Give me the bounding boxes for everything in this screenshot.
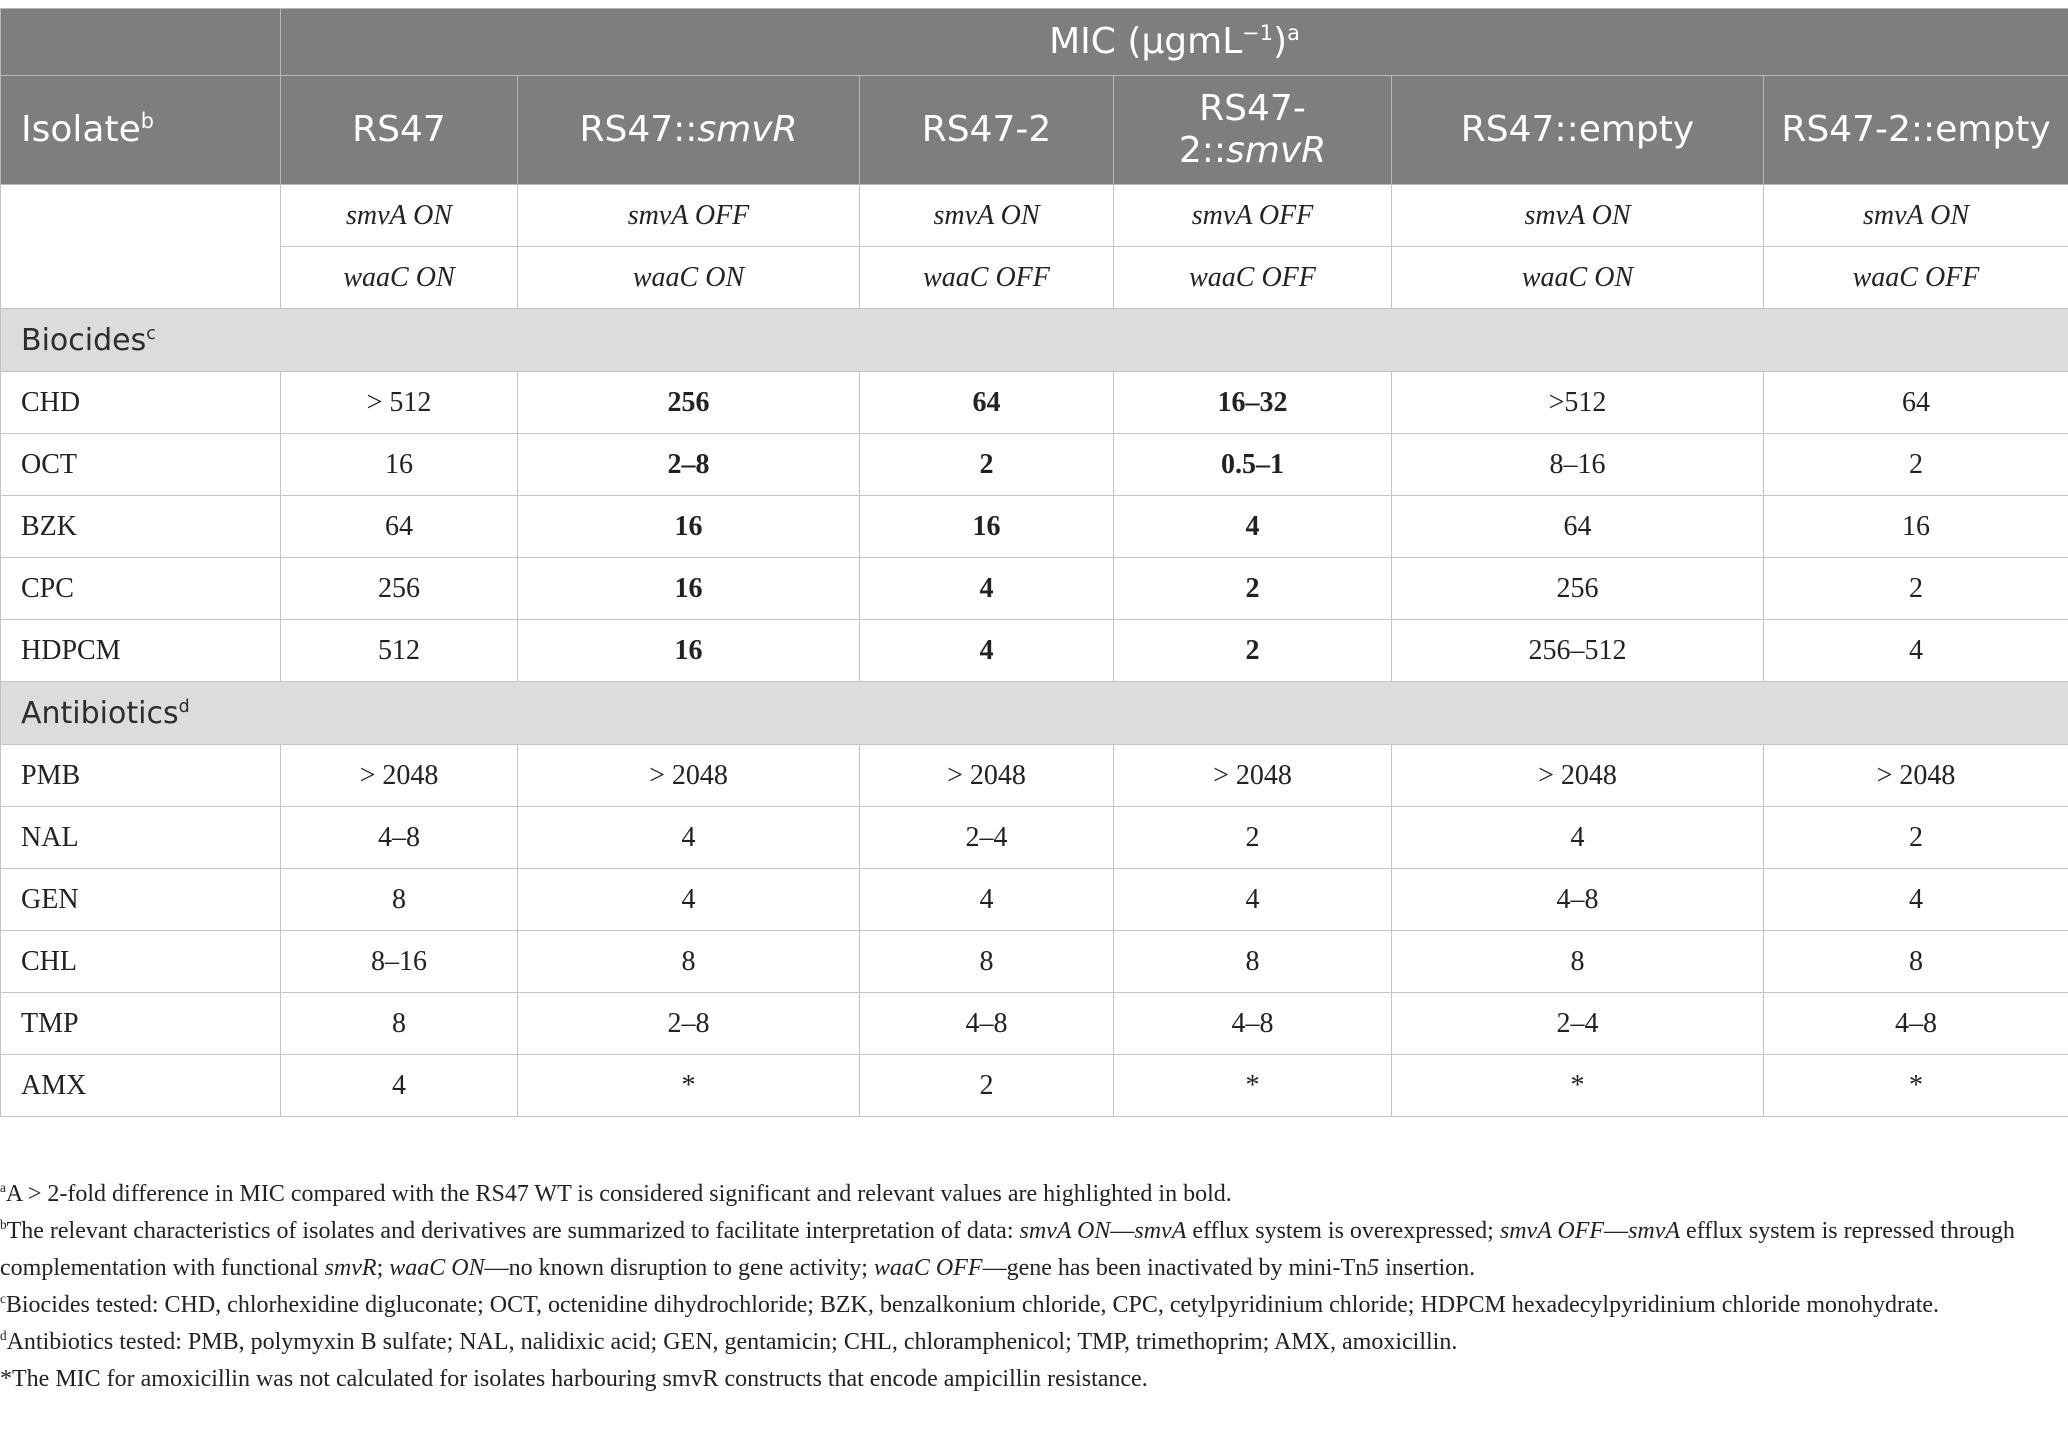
footnote-d: $^d$Antibiotics tested: PMB, polymyxin B sulfate; NAL, nalidixic acid; GEN, gentamicin; CHL, chloramphenicol; TMP, trimethoprim; AMX, amoxicillin.	[0, 1328, 1458, 1355]
mic-cell: 16	[518, 496, 860, 558]
isolate-header: Isolate$^b$	[1, 76, 281, 185]
mic-cell: > 2048	[281, 745, 518, 807]
mic-cell: > 2048	[518, 745, 860, 807]
mic-cell: 16	[281, 434, 518, 496]
mic-cell: 64	[1392, 496, 1764, 558]
mic-cell: 256–512	[1392, 620, 1764, 682]
mic-cell: 64	[281, 496, 518, 558]
mic-table	[0, 8, 2068, 1117]
mic-cell: 8	[1392, 931, 1764, 993]
footnote-star: *The MIC for amoxicillin was not calculated for isolates harbouring smvR constructs that encode ampicillin resistance.	[0, 1366, 1148, 1392]
char-cell: smvA ON	[1392, 185, 1764, 247]
mic-cell: 8	[1764, 931, 2068, 993]
row-label: TMP	[1, 993, 281, 1055]
table-row-hdpcm	[1, 620, 2068, 682]
mic-cell: 16	[518, 558, 860, 620]
mic-cell: 4	[860, 558, 1114, 620]
mic-cell: 2–8	[518, 434, 860, 496]
mic-cell: 4	[1764, 869, 2068, 931]
mic-cell: 512	[281, 620, 518, 682]
row-label: CHD	[1, 372, 281, 434]
char-cell: waaC OFF	[1764, 247, 2068, 309]
mic-cell: 2	[1764, 434, 2068, 496]
mic-cell: 4	[860, 869, 1114, 931]
mic-cell: > 2048	[1392, 745, 1764, 807]
row-label: PMB	[1, 745, 281, 807]
mic-cell: 256	[281, 558, 518, 620]
mic-cell: > 2048	[1764, 745, 2068, 807]
mic-cell: 2	[1114, 807, 1392, 869]
row-label: GEN	[1, 869, 281, 931]
mic-cell: 4	[518, 807, 860, 869]
section-row-antibiotics	[1, 682, 2068, 745]
footnotes	[0, 1176, 2060, 1398]
mic-cell: 16	[1764, 496, 2068, 558]
char-cell: smvA OFF	[1114, 185, 1392, 247]
mic-cell: 4	[1114, 496, 1392, 558]
mic-cell: 2	[860, 434, 1114, 496]
char-cell: waaC ON	[518, 247, 860, 309]
mic-cell: 4	[1114, 869, 1392, 931]
mic-cell: *	[1392, 1055, 1764, 1117]
col-header-rs47-2: RS47-2	[860, 76, 1114, 185]
table-row-cpc	[1, 558, 2068, 620]
col-header-rs47-empty: RS47::empty	[1392, 76, 1764, 185]
col-header-rs47-2-empty: RS47-2::empty	[1764, 76, 2068, 185]
mic-cell: *	[1764, 1055, 2068, 1117]
mic-cell: 4	[518, 869, 860, 931]
table-row-chl	[1, 931, 2068, 993]
characteristic-row-waac	[1, 247, 2068, 309]
table-row-tmp	[1, 993, 2068, 1055]
mic-cell: 4–8	[1114, 993, 1392, 1055]
table-row-gen	[1, 869, 2068, 931]
mic-cell: 0.5–1	[1114, 434, 1392, 496]
mic-cell: 2–4	[860, 807, 1114, 869]
mic-cell: > 512	[281, 372, 518, 434]
mic-cell: 2	[1114, 558, 1392, 620]
mic-cell: 8–16	[1392, 434, 1764, 496]
mic-cell: 4	[281, 1055, 518, 1117]
section-biocides: Biocides$^c$	[1, 309, 2068, 372]
mic-cell: 16	[860, 496, 1114, 558]
mic-cell: 2	[860, 1055, 1114, 1117]
mic-cell: 4–8	[860, 993, 1114, 1055]
mic-cell: > 2048	[860, 745, 1114, 807]
mic-cell: 8–16	[281, 931, 518, 993]
row-label: CHL	[1, 931, 281, 993]
char-cell: smvA OFF	[518, 185, 860, 247]
mic-cell: 64	[860, 372, 1114, 434]
characteristic-row-smva	[1, 185, 2068, 247]
mic-cell: >512	[1392, 372, 1764, 434]
mic-cell: 4–8	[281, 807, 518, 869]
row-label: NAL	[1, 807, 281, 869]
section-antibiotics: Antibiotics$^d$	[1, 682, 2068, 745]
header-row-isolates	[1, 76, 2068, 185]
mic-cell: 256	[1392, 558, 1764, 620]
header-row-mic	[1, 9, 2068, 76]
row-label: AMX	[1, 1055, 281, 1117]
mic-cell: 4	[1764, 620, 2068, 682]
mic-cell: 4–8	[1764, 993, 2068, 1055]
row-label: CPC	[1, 558, 281, 620]
mic-cell: 8	[1114, 931, 1392, 993]
row-label: HDPCM	[1, 620, 281, 682]
mic-cell: 2–4	[1392, 993, 1764, 1055]
mic-cell: 8	[281, 869, 518, 931]
col-header-rs47-smvr: RS47::smvR	[518, 76, 860, 185]
characteristics-label-cell	[1, 185, 281, 309]
table-row-pmb	[1, 745, 2068, 807]
mic-header: MIC $(\mu gmL^{-1})^a$	[281, 9, 2068, 76]
mic-cell: 2	[1764, 807, 2068, 869]
footnote-a: $^a$A > 2-fold difference in MIC compared with the RS47 WT is considered significant and relevant values are highlighted in bold.	[0, 1180, 1232, 1207]
mic-cell: 16–32	[1114, 372, 1392, 434]
mic-cell: 8	[281, 993, 518, 1055]
table-row-chd	[1, 372, 2068, 434]
table-row-nal	[1, 807, 2068, 869]
char-cell: waaC ON	[281, 247, 518, 309]
mic-cell: *	[518, 1055, 860, 1117]
row-label: OCT	[1, 434, 281, 496]
table-row-oct	[1, 434, 2068, 496]
mic-cell: 8	[860, 931, 1114, 993]
row-label: BZK	[1, 496, 281, 558]
footnote-c: $^c$Biocides tested: CHD, chlorhexidine digluconate; OCT, octenidine dihydrochloride; BZK, benzalkonium chloride, CPC, cetylpyridinium chloride; HDPCM hexadecylpyridinium chloride monohydrate.	[0, 1291, 1940, 1318]
header-corner-cell	[1, 9, 281, 76]
char-cell: waaC ON	[1392, 247, 1764, 309]
table-row-bzk	[1, 496, 2068, 558]
mic-cell: > 2048	[1114, 745, 1392, 807]
mic-cell: 2	[1114, 620, 1392, 682]
table-row-amx	[1, 1055, 2068, 1117]
char-cell: waaC OFF	[1114, 247, 1392, 309]
mic-cell: 4	[860, 620, 1114, 682]
char-cell: waaC OFF	[860, 247, 1114, 309]
mic-cell: 2	[1764, 558, 2068, 620]
char-cell: smvA ON	[860, 185, 1114, 247]
mic-cell: 4–8	[1392, 869, 1764, 931]
char-cell: smvA ON	[1764, 185, 2068, 247]
mic-cell: 8	[518, 931, 860, 993]
col-header-rs47: RS47	[281, 76, 518, 185]
mic-cell: 64	[1764, 372, 2068, 434]
footnote-b: $^b$The relevant characteristics of isolates and derivatives are summarized to facilitate interpretation of data: smvA ON—smvA efflux system is overexpressed; smvA OFF—smvA efflux system is repressed through complementation with functional smvR; waaC ON—no known disruption to gene activity; waaC OFF—gene has been inactivated by mini-Tn5 insertion.	[0, 1217, 2015, 1281]
mic-cell: *	[1114, 1055, 1392, 1117]
mic-cell: 2–8	[518, 993, 860, 1055]
mic-cell: 16	[518, 620, 860, 682]
mic-cell: 4	[1392, 807, 1764, 869]
section-row-biocides	[1, 309, 2068, 372]
col-header-rs47-2-smvr: RS47- 2::smvR	[1114, 76, 1392, 185]
mic-cell: 256	[518, 372, 860, 434]
char-cell: smvA ON	[281, 185, 518, 247]
